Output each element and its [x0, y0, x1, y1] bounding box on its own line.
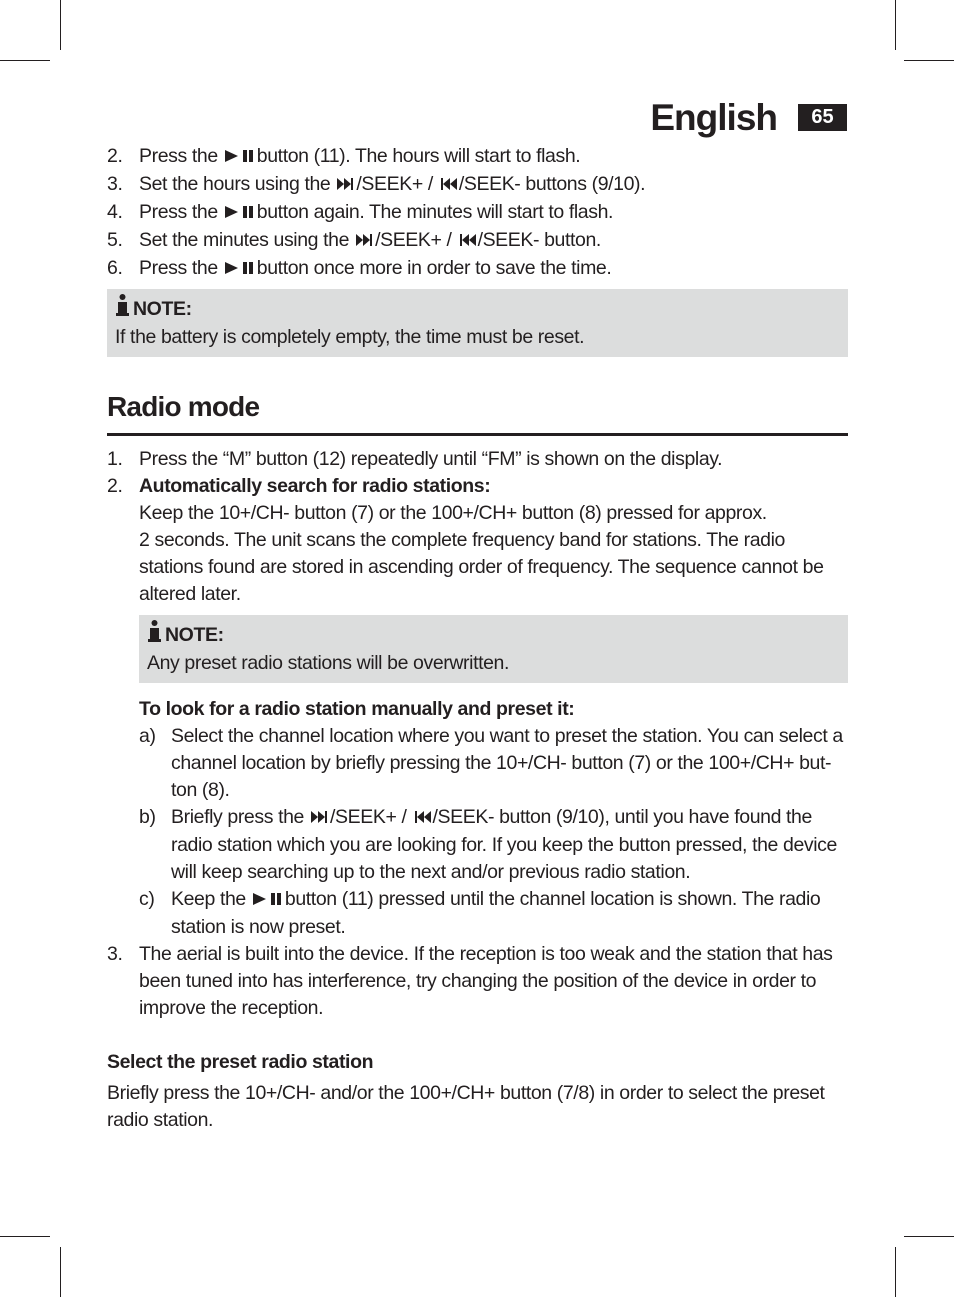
skip-back-icon: [440, 172, 457, 199]
list-item: [107, 804, 848, 886]
skip-back-icon: [459, 228, 476, 255]
sub-step-text: /SEEK+ /: [330, 806, 412, 828]
list-item: [107, 886, 848, 941]
step-number: 3.: [107, 943, 123, 965]
step-text: button (11). The hours will start to flash.: [256, 145, 581, 167]
note-title: NOTE:: [165, 623, 224, 646]
list-item: [107, 171, 848, 199]
note-text: If the battery is completely empty, the time must be reset.: [115, 326, 585, 348]
page-header: [0, 96, 847, 140]
sub-step-text: /SEEK- button (9/10), until you have found the radio station which you are looking for. If you keep the button pressed, the device will keep searching up to the next and/or previous radio station.: [171, 806, 837, 883]
step-text: /SEEK+ /: [356, 173, 438, 195]
step-text: Press the “M” button (12) repeatedly until “FM” is shown on the display.: [139, 448, 723, 470]
note-text: Any preset radio stations will be overwritten.: [147, 652, 510, 674]
list-item: [107, 723, 848, 804]
crop-mark: [0, 1236, 50, 1237]
step-text: Set the minutes using the: [139, 229, 355, 251]
list-item: [107, 446, 848, 473]
note-header: [147, 620, 840, 650]
preset-text: Briefly press the 10+/CH- and/or the 100+/CH+ button (7/8) in order to select the preset radio station.: [107, 1082, 825, 1131]
sub-step-text: button (11) pressed until the channel location is shown. The radio station is now preset.: [171, 888, 821, 938]
step-number: 1.: [107, 448, 123, 470]
step-text: The aerial is built into the device. If the reception is too weak and the station that has been tuned into has interference, try changing the position of the device in order to improve the reception.: [139, 943, 833, 1019]
page-content: [107, 143, 848, 1134]
list-item: [107, 199, 848, 227]
step-text: Keep the 10+/CH- button (7) or the 100+/CH+ button (8) pressed for approx.: [139, 502, 767, 524]
list-item: [107, 473, 848, 608]
note-box: [107, 289, 848, 357]
page-number: 65: [798, 104, 847, 131]
section-rule: [107, 433, 848, 436]
step-number: 2.: [107, 145, 123, 167]
preset-title: Select the preset radio station: [107, 1051, 374, 1073]
crop-mark: [904, 60, 954, 61]
step-text: button once more in order to save the time.: [256, 257, 612, 279]
section-title: Radio mode: [107, 391, 260, 422]
step-text: Press the: [139, 257, 223, 279]
skip-forward-icon: [356, 228, 373, 255]
skip-back-icon: [414, 805, 431, 832]
language-title: English: [650, 97, 777, 138]
step-text: 2 seconds. The unit scans the complete frequency band for stations. The radio stations found are stored in ascending order of frequency. The sequence cannot be altered later.: [139, 529, 824, 605]
note-title: NOTE:: [133, 297, 192, 320]
step-text: Press the: [139, 201, 223, 223]
sub-step-text: Keep the: [171, 888, 251, 910]
play-pause-icon: [225, 144, 255, 171]
crop-mark: [895, 1247, 896, 1297]
step-number: 4.: [107, 201, 123, 223]
sub-step-text: Briefly press the: [171, 806, 310, 828]
step-text: /SEEK- buttons (9/10).: [458, 173, 646, 195]
step-number: 3.: [107, 173, 123, 195]
sub-step-letter: c): [139, 888, 155, 910]
list-item: [107, 143, 848, 171]
sub-step-text: Select the channel location where you want to preset the station. You can select a channel location by briefly pressing the 10+/CH- button (7) or the 100+/CH+ but-ton (8).: [171, 725, 843, 801]
skip-forward-icon: [337, 172, 354, 199]
step-text: Set the hours using the: [139, 173, 336, 195]
steps-top: [107, 143, 848, 283]
step-title: Automatically search for radio stations:: [139, 475, 491, 497]
info-icon: [147, 620, 165, 650]
crop-mark: [60, 0, 61, 50]
step-text: /SEEK- button.: [477, 229, 601, 251]
sub-step-letter: b): [139, 806, 156, 828]
sub-step-letter: a): [139, 725, 156, 747]
list-item: [107, 227, 848, 255]
preset-section: [107, 1049, 848, 1134]
step-text: /SEEK+ /: [375, 229, 457, 251]
step-number: 5.: [107, 229, 123, 251]
manual-title: [107, 696, 848, 723]
list-item: [107, 941, 848, 1022]
play-pause-icon: [225, 256, 255, 283]
crop-mark: [60, 1247, 61, 1297]
radio-mode-section: [107, 389, 848, 436]
crop-mark: [895, 0, 896, 50]
list-item: [107, 255, 848, 283]
step-number: 2.: [107, 475, 123, 497]
crop-mark: [904, 1236, 954, 1237]
play-pause-icon: [225, 200, 255, 227]
play-pause-icon: [253, 887, 283, 914]
step-text: Press the: [139, 145, 223, 167]
note-header: [115, 294, 840, 324]
crop-mark: [0, 60, 50, 61]
skip-forward-icon: [311, 805, 328, 832]
manual-title-text: To look for a radio station manually and preset it:: [139, 698, 575, 720]
step-number: 6.: [107, 257, 123, 279]
radio-steps: [107, 446, 848, 1022]
info-icon: [115, 294, 133, 324]
step-text: button again. The minutes will start to flash.: [256, 201, 614, 223]
note-box: [139, 615, 848, 683]
